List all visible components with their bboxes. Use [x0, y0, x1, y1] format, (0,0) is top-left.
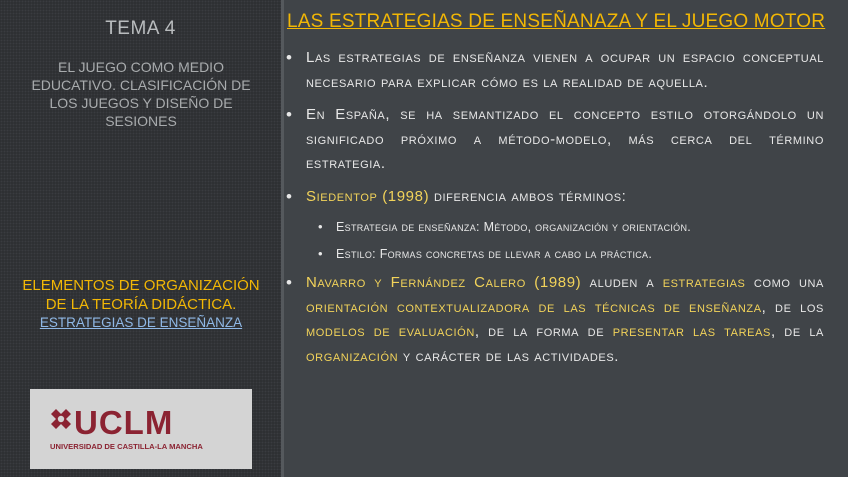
section-link[interactable]: ESTRATEGIAS DE ENSEÑANZA	[39, 315, 243, 330]
highlight-tareas: presentar las tareas	[612, 323, 771, 340]
sub-bullet-estrategia: • Estrategia de enseñanza: Método, organización y orientación.	[284, 217, 824, 237]
bullet-list	[284, 46, 824, 377]
uclm-subtitle: UNIVERSIDAD DE CASTILLA-LA MANCHA	[50, 442, 203, 451]
main-content	[284, 0, 848, 477]
bullet-definition: • Las estrategias de enseñanza vienen a ocupar un espacio conceptual necesario para explicar cómo es la realidad de aquella.	[284, 46, 824, 95]
highlight-orientacion: orientación contextualizadora de las técnicas de enseñanza	[306, 298, 762, 316]
navarro-citation: Navarro y Fernández Calero (1989)	[306, 274, 582, 291]
navarro-text-2: como una	[745, 274, 824, 291]
sidebar	[0, 0, 281, 477]
siedentop-text: diferencia ambos términos:	[429, 187, 627, 205]
bullet-navarro	[284, 271, 824, 369]
bullet-siedentop	[284, 185, 824, 210]
uclm-wordmark: UCLM	[74, 404, 174, 441]
navarro-text-6: y carácter de las actividades.	[398, 347, 620, 365]
uclm-logo-graphic	[30, 389, 252, 469]
bullet-spain: • En España, se ha semantizado el concepto estilo otorgándolo un significado próximo a método-modelo, más cerca del término estrategia.	[284, 103, 824, 177]
navarro-text-3: , de los	[761, 298, 824, 316]
siedentop-citation: Siedentop (1998)	[306, 187, 430, 205]
section-heading	[10, 276, 272, 332]
highlight-organizacion: organización	[306, 347, 399, 365]
highlight-estrategias: estrategias	[662, 274, 746, 291]
uclm-logo	[30, 389, 252, 469]
navarro-text-1: aluden a	[581, 274, 663, 291]
section-title: ELEMENTOS DE ORGANIZACIÓN DE LA TEORÍA DIDÁCTICA.	[22, 277, 260, 313]
slide-title: LAS ESTRATEGIAS DE ENSEÑANAZA Y EL JUEGO MOTOR	[287, 11, 826, 32]
navarro-text-4: , de la forma de	[474, 323, 613, 340]
topic-number: TEMA 4	[105, 18, 176, 39]
castle-emblem-icon	[51, 409, 71, 429]
topic-subtitle: EL JUEGO COMO MEDIO EDUCATIVO. CLASIFICACIÓN DE LOS JUEGOS Y DISEÑO DE SESIONES	[31, 59, 251, 129]
sub-bullet-estilo: • Estilo: Formas concretas de llevar a cabo la práctica.	[284, 244, 824, 264]
navarro-text-5: , de la	[770, 323, 824, 340]
highlight-evaluacion: modelos de evaluación	[306, 323, 475, 340]
